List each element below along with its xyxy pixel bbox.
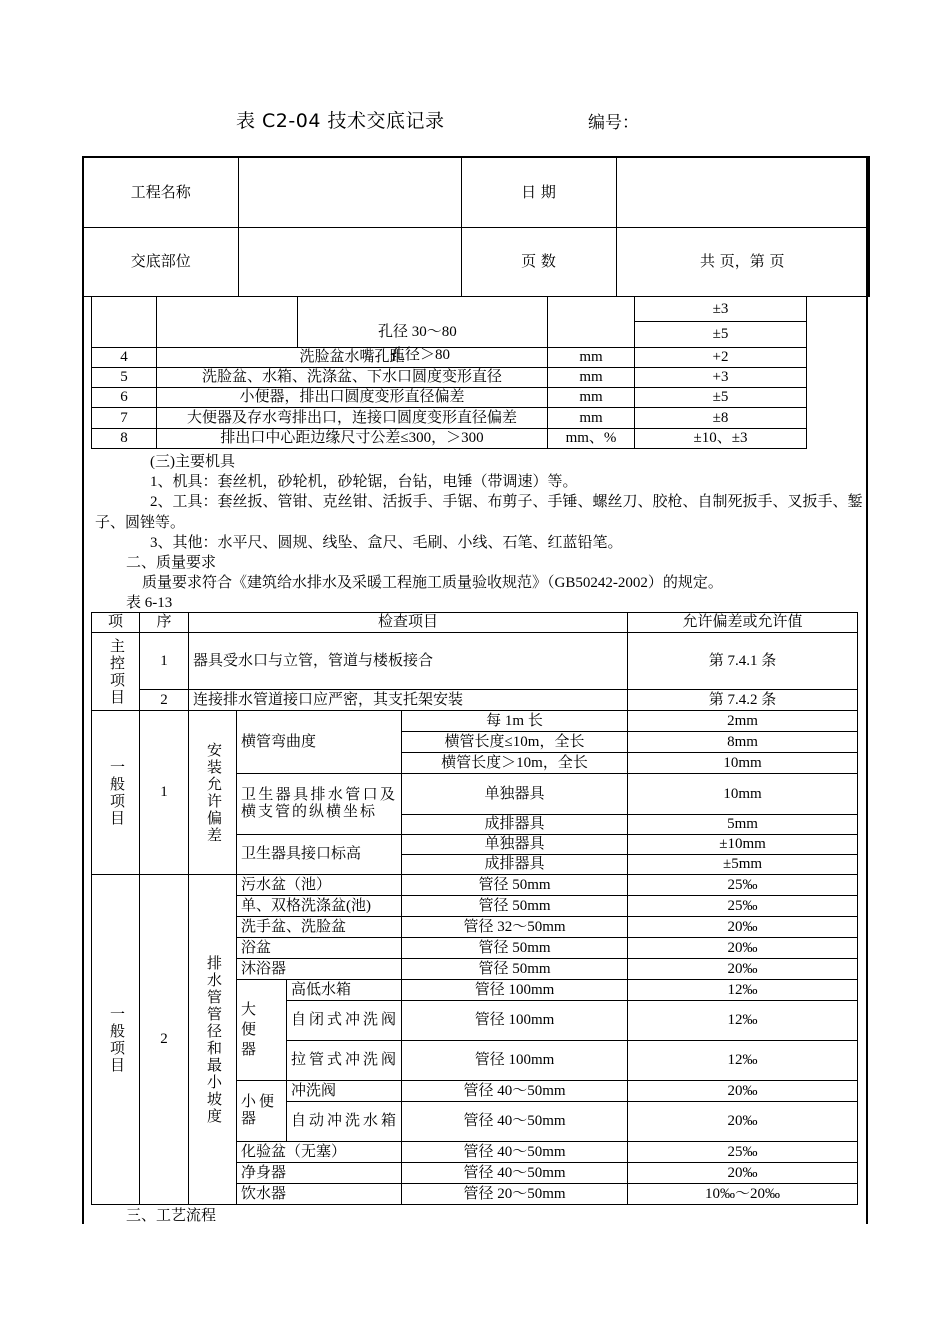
row-value: 第 7.4.2 条 [628, 690, 858, 711]
row-item: 小便器，排出口圆度变形直径偏差 [157, 388, 548, 408]
row-item: 拉管式冲洗阀 [287, 1041, 402, 1081]
row-value: 10mm [628, 753, 858, 774]
row-value: 10‰～20‰ [628, 1184, 858, 1205]
row-sub: 管径 100mm [402, 1001, 628, 1041]
row-no: 1 [140, 633, 189, 690]
top-value-1: ±3 [635, 297, 807, 322]
row-sub: 管径 32～50mm [402, 917, 628, 938]
row-sub: 管径 100mm [402, 1041, 628, 1081]
table-cell-empty [157, 297, 298, 348]
row-item: 高低水箱 [287, 980, 402, 1001]
table-cell-empty [92, 297, 157, 348]
pages-label: 页 数 [461, 227, 616, 296]
tolerance-table [91, 296, 807, 449]
row-item: 器具受水口与立管，管道与楼板接合 [189, 633, 628, 690]
row-value: 2mm [628, 711, 858, 732]
row-item: 自闭式冲洗阀 [287, 1001, 402, 1041]
row-unit: mm [548, 368, 635, 388]
row-value: ±5mm [628, 855, 858, 875]
col-header: 序 [140, 613, 189, 633]
row-sub: 每 1m 长 [402, 711, 628, 732]
part-value[interactable] [238, 227, 461, 296]
row-item: 大便器及存水弯排出口，连接口圆度变形直径偏差 [157, 408, 548, 429]
row-unit: mm [548, 388, 635, 408]
row-sub: 横管长度≤10m，全长 [402, 732, 628, 753]
row-value: 12‰ [628, 980, 858, 1001]
row-value: 20‰ [628, 1081, 858, 1102]
project-name-label: 工程名称 [83, 157, 238, 227]
row-value: ±5 [635, 388, 807, 408]
row-sub: 成排器具 [402, 815, 628, 835]
quality-text: 质量要求符合《建筑给水排水及采暖工程施工质量验收规范》（GB50242-2002）的规定。 [142, 575, 723, 591]
row-item: 沐浴器 [237, 959, 402, 980]
hole-b: 孔径＞80 [390, 347, 451, 363]
row-value: ±8 [635, 408, 807, 429]
info-table [82, 156, 870, 297]
row-value: 第 7.4.1 条 [628, 633, 858, 690]
top-value-2: ±5 [635, 322, 807, 348]
row-value: 20‰ [628, 938, 858, 959]
row-value: +3 [635, 368, 807, 388]
process-heading: 三、工艺流程 [126, 1208, 217, 1224]
row-item: 洗手盆、洗脸盆 [237, 917, 402, 938]
tools-item-3: 3、其他：水平尺、圆规、线坠、盒尺、毛刷、小线、石笔、红蓝铅笔。 [150, 535, 623, 551]
row-sub: 单独器具 [402, 835, 628, 855]
row-no: 2 [140, 875, 189, 1205]
pages-value: 共 页，第 页 [616, 227, 869, 296]
row-unit: mm、% [548, 429, 635, 449]
table-row [92, 388, 807, 408]
form-title: 表 C2-04 技术交底记录 [236, 110, 445, 132]
col-header: 项 [92, 613, 140, 633]
row-value: 25‰ [628, 1142, 858, 1163]
row-no: 8 [92, 429, 157, 449]
date-value[interactable] [616, 157, 869, 227]
row-sub: 管径 50mm [402, 938, 628, 959]
row-item: 化验盆（无塞） [237, 1142, 402, 1163]
row-no: 6 [92, 388, 157, 408]
row-no: 7 [92, 408, 157, 429]
hole-a: 孔径 30～80 [378, 324, 457, 340]
row-unit: mm [548, 348, 635, 368]
row-sub: 管径 40～50mm [402, 1163, 628, 1184]
table-row [92, 368, 807, 388]
general-items-label: 一般项目 [92, 711, 140, 875]
row-value: 20‰ [628, 1102, 858, 1142]
table-row [92, 408, 807, 429]
row-sub: 成排器具 [402, 855, 628, 875]
number-label: 编号： [588, 113, 639, 133]
row-item: 洗脸盆、水箱、洗涤盆、下水口圆度变形直径 [157, 368, 548, 388]
row-sub: 横管长度＞10m，全长 [402, 753, 628, 774]
row-item: 饮水器 [237, 1184, 402, 1205]
row-unit: mm [548, 408, 635, 429]
row-item: 净身器 [237, 1163, 402, 1184]
quality-heading: 二、质量要求 [126, 555, 217, 571]
row-value: 12‰ [628, 1041, 858, 1081]
row-item: 冲洗阀 [287, 1081, 402, 1102]
row-value: 5mm [628, 815, 858, 835]
table-label: 表 6-13 [126, 595, 173, 611]
row-no: 4 [92, 348, 157, 368]
row-item: 洗脸盆水嘴孔距 [157, 348, 548, 368]
row-item: 自动冲洗水箱 [287, 1102, 402, 1142]
row-sub: 管径 50mm [402, 875, 628, 896]
row-no: 5 [92, 368, 157, 388]
row-item: 浴盆 [237, 938, 402, 959]
row-item: 污水盆（池） [237, 875, 402, 896]
row-value: 12‰ [628, 1001, 858, 1041]
document-title [0, 106, 950, 134]
row-value: ±10、±3 [635, 429, 807, 449]
row-sub: 管径 50mm [402, 959, 628, 980]
row-item: 横管弯曲度 [237, 711, 402, 774]
row-value: 10mm [628, 774, 858, 815]
urinal-label: 小便器 [237, 1081, 287, 1142]
date-label: 日 期 [461, 157, 616, 227]
row-value: 8mm [628, 732, 858, 753]
row-item: 连接排水管道接口应严密，其支托架安装 [189, 690, 628, 711]
project-name-value[interactable] [238, 157, 461, 227]
tools-heading: (三)主要机具 [150, 454, 235, 470]
row-item: 卫生器具排水管口及横支管的纵横坐标 [237, 774, 402, 835]
row-value: 20‰ [628, 917, 858, 938]
row-value: 25‰ [628, 896, 858, 917]
quality-table [91, 612, 858, 1205]
row-value: 25‰ [628, 875, 858, 896]
row-value: ±10mm [628, 835, 858, 855]
col-header: 检查项目 [189, 613, 628, 633]
row-item: 排出口中心距边缘尺寸公差≤300，＞300 [157, 429, 548, 449]
row-value: 20‰ [628, 959, 858, 980]
row-sub: 管径 100mm [402, 980, 628, 1001]
table-cell-empty [548, 297, 635, 348]
main-items-label: 主控项目 [92, 633, 140, 711]
row-sub: 管径 20～50mm [402, 1184, 628, 1205]
general-items-label: 一般项目 [92, 875, 140, 1205]
tools-item-2: 2、工具：套丝扳、管钳、克丝钳、活扳手、手锯、布剪子、手锤、螺丝刀、胶枪、自制死扳手、叉扳手、錾 [150, 494, 863, 510]
row-value: 20‰ [628, 1163, 858, 1184]
row-sub: 单独器具 [402, 774, 628, 815]
table-row [92, 429, 807, 449]
row-sub: 管径 40～50mm [402, 1102, 628, 1142]
row-sub: 管径 40～50mm [402, 1081, 628, 1102]
row-value: +2 [635, 348, 807, 368]
tools-item-1: 1、机具：套丝机，砂轮机，砂轮锯，台钻，电锤（带调速）等。 [150, 474, 578, 490]
part-label: 交底部位 [83, 227, 238, 296]
tools-item-2-cont: 子、圆锉等。 [95, 515, 186, 531]
row-sub: 管径 40～50mm [402, 1142, 628, 1163]
row-no: 1 [140, 711, 189, 875]
row-no: 2 [140, 690, 189, 711]
row-sub: 管径 50mm [402, 896, 628, 917]
row-item: 卫生器具接口标高 [237, 835, 402, 875]
install-tolerance-label: 安装允许偏差 [189, 711, 237, 875]
toilet-label: 大便器 [237, 980, 287, 1081]
drain-slope-label: 排水管管径和最小坡度 [189, 875, 237, 1205]
col-header: 允许偏差或允许值 [628, 613, 858, 633]
row-item: 单、双格洗涤盆(池) [237, 896, 402, 917]
